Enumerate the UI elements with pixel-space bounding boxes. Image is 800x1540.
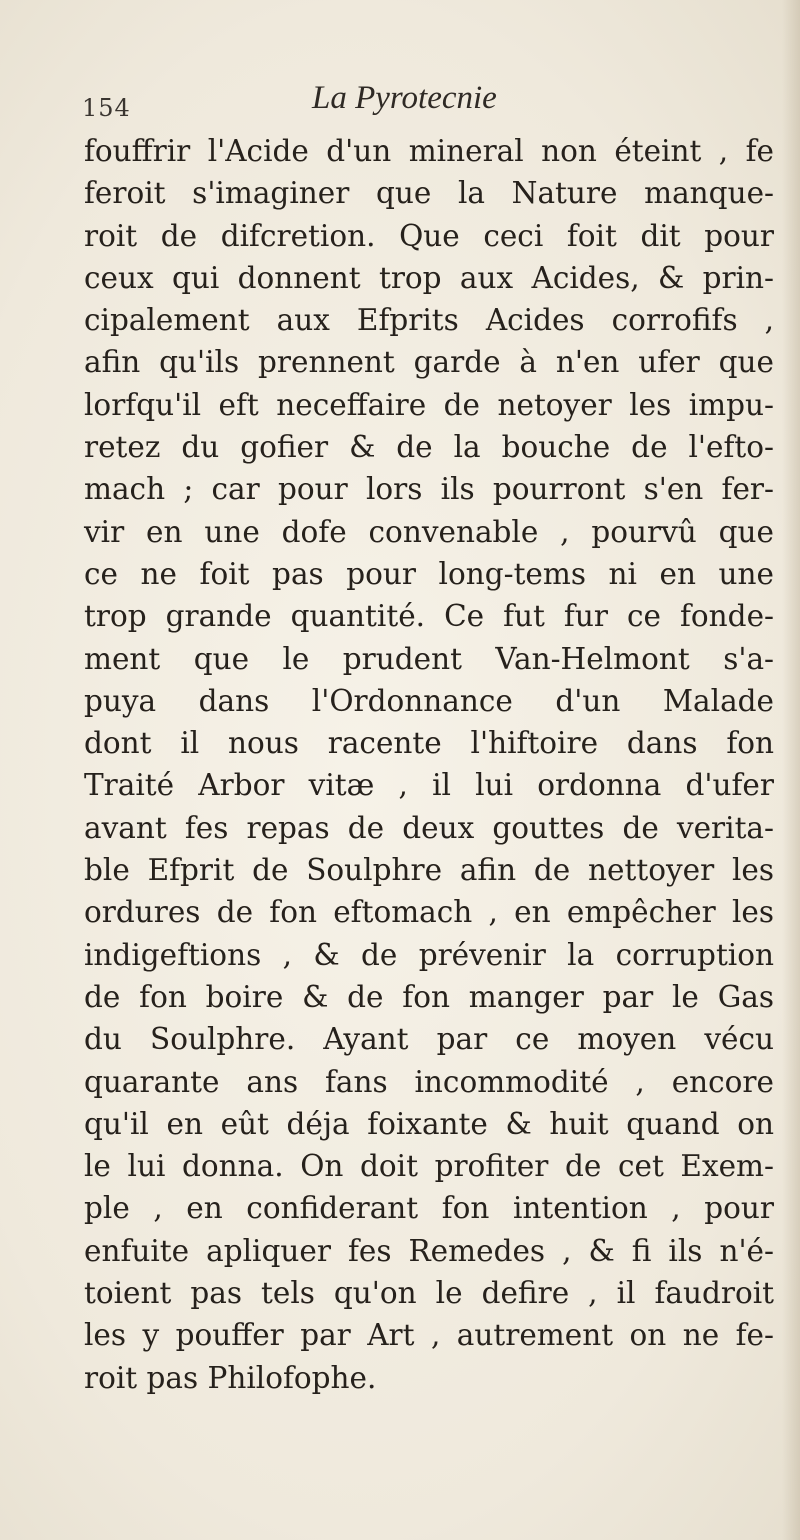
text-line: avant fes repas de deux gouttes de verita- — [84, 810, 774, 845]
text-line: le lui donna. On doit profiter de cet Exem- — [84, 1149, 774, 1184]
text-line: ble Efprit de Soulphre afin de nettoyer les — [84, 853, 774, 888]
text-line: Traité Arbor vitæ , il lui ordonna d'ufer — [84, 768, 774, 803]
text-line: quarante ans fans incommodité , encore — [84, 1064, 774, 1099]
text-line: retez du gofier & de la bouche de l'efto- — [84, 430, 774, 465]
text-line: indigeftions , & de prévenir la corruption — [84, 937, 774, 972]
text-line: vir en une dofe convenable , pourvû que — [84, 514, 774, 549]
text-line: ce ne foit pas pour long-tems ni en une — [84, 556, 774, 591]
text-line: ceux qui donnent trop aux Acides, & prin- — [84, 260, 774, 295]
text-line: ple , en confiderant fon intention , pour — [84, 1191, 774, 1226]
text-line: enfuite apliquer fes Remedes , & fi ils n'é- — [84, 1233, 774, 1268]
text-line: les y pouffer par Art , autrement on ne fe- — [84, 1318, 774, 1353]
text-line: mach ; car pour lors ils pourront s'en fer- — [84, 472, 774, 507]
text-line: roit de difcretion. Que ceci foit dit pour — [84, 218, 774, 253]
text-line: ment que le prudent Van-Helmont s'a- — [84, 641, 774, 676]
running-title: La Pyrotecnie — [312, 80, 497, 116]
text-line: puya dans l'Ordonnance d'un Malade — [84, 683, 774, 718]
text-line: toient pas tels qu'on le defire , il faudroit — [84, 1276, 774, 1311]
page-header — [80, 80, 780, 130]
text-line: trop grande quantité. Ce fut fur ce fonde- — [84, 599, 774, 634]
text-line: de fon boire & de fon manger par le Gas — [84, 979, 774, 1014]
text-line: dont il nous racente l'hiftoire dans fon — [84, 726, 774, 761]
text-line: lorfqu'il eft neceffaire de netoyer les impu- — [84, 387, 774, 422]
body-text — [84, 130, 774, 1399]
text-line: fouffrir l'Acide d'un mineral non éteint , fe — [84, 134, 774, 168]
text-line: ordures de fon eftomach , en empêcher les — [84, 895, 774, 930]
text-line: afin qu'ils prennent garde à n'en ufer que — [84, 345, 774, 380]
page-number: 154 — [82, 94, 131, 122]
text-line: qu'il en eût déja foixante & huit quand on — [84, 1106, 774, 1141]
text-line: feroit s'imaginer que la Nature manque- — [84, 176, 774, 211]
text-line: du Soulphre. Ayant par ce moyen vécu — [84, 1022, 774, 1057]
text-line: cipalement aux Efprits Acides corrofifs , — [84, 303, 774, 338]
page-edge-shadow — [782, 0, 800, 1540]
text-line-last: roit pas Philofophe. — [84, 1360, 377, 1395]
